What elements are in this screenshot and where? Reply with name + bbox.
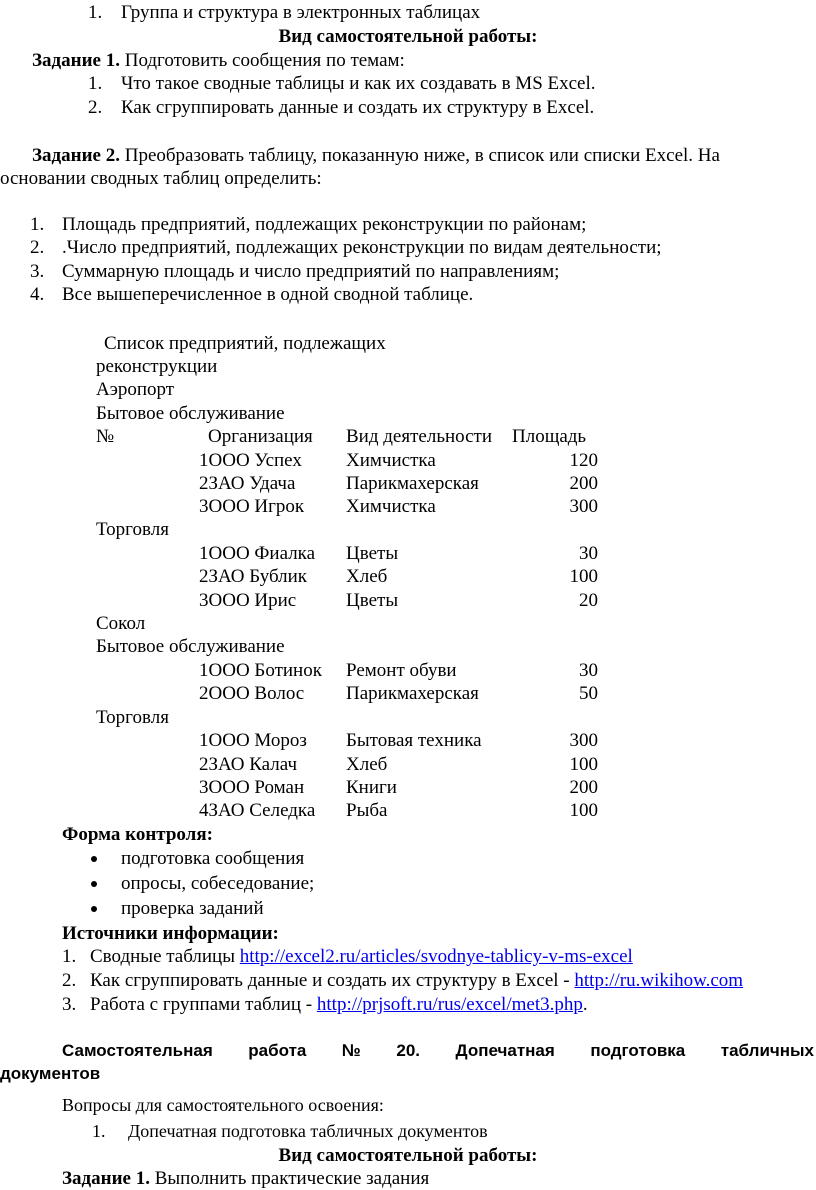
row-org: ООО Ботинок	[208, 660, 322, 681]
list-number: 1.	[92, 1121, 106, 1141]
row-activity: Ремонт обуви	[346, 660, 457, 681]
row-activity: Хлеб	[346, 566, 388, 587]
row-num: 2	[199, 473, 209, 494]
title-word: табличных	[720, 1041, 814, 1060]
task2-text-continued: основании сводных таблиц определить:	[0, 168, 322, 189]
task-text: Выполнить практические задания	[149, 1168, 430, 1189]
row-num: 1	[199, 660, 209, 681]
title-word: подготовка	[590, 1041, 686, 1060]
bullet-item: опросы, собеседование;	[121, 873, 315, 894]
row-num: 2	[199, 754, 209, 775]
row-activity: Книги	[346, 777, 397, 798]
row-area: 300	[569, 730, 598, 751]
list-number: 2.	[62, 970, 77, 991]
row-num: 2	[199, 683, 209, 704]
table-row	[199, 473, 295, 495]
list-item-text: Все вышеперечисленное в одной сводной таблице.	[62, 284, 474, 305]
row-num: 3	[199, 777, 209, 798]
row-area: 30	[579, 660, 598, 681]
task2-text: Преобразовать таблицу, показанную ниже, в список или списки Excel. На	[119, 145, 720, 166]
sources-heading: Источники информации:	[62, 923, 279, 944]
title-word: Самостоятельная	[62, 1041, 213, 1060]
list-number: 4.	[30, 284, 45, 305]
group-name: Бытовое обслуживание	[96, 636, 285, 657]
title-word: Допечатная	[455, 1041, 555, 1060]
table-row	[199, 496, 304, 518]
row-activity: Химчистка	[346, 450, 436, 471]
row-num: 1	[199, 543, 209, 564]
list-number: 3.	[30, 261, 45, 282]
table-row	[199, 683, 304, 705]
control-heading: Форма контроля:	[62, 824, 213, 845]
task1-label: Задание 1.	[32, 50, 120, 71]
task1-text: Подготовить сообщения по темам:	[119, 50, 405, 71]
work20-title-continued: документов	[0, 1064, 101, 1083]
list-item-text: Что такое сводные таблицы и как их создавать в MS Excel.	[121, 73, 596, 94]
row-num: 1	[199, 450, 209, 471]
row-area: 200	[569, 777, 598, 798]
list-item-text: Площадь предприятий, подлежащих реконструкции по районам;	[62, 214, 587, 235]
table-row	[199, 566, 307, 588]
row-area: 300	[569, 496, 598, 517]
source-text: Как сгруппировать данные и создать их структуру в Excel -	[90, 970, 575, 991]
table-row	[199, 543, 315, 565]
source-after: .	[582, 994, 588, 1015]
row-activity: Бытовая техника	[346, 730, 482, 751]
row-area: 50	[579, 683, 598, 704]
row-activity: Рыба	[346, 800, 388, 821]
row-activity: Цветы	[346, 590, 399, 611]
group-name: Бытовое обслуживание	[96, 403, 285, 424]
bullet-item: проверка заданий	[121, 898, 264, 919]
row-num: 3	[199, 496, 209, 517]
bullet-icon	[91, 856, 97, 862]
list-number: 3.	[62, 994, 77, 1015]
row-area: 100	[569, 754, 598, 775]
title-word: 20.	[396, 1041, 420, 1060]
task2-label: Задание 2.	[32, 145, 120, 166]
row-activity: Хлеб	[346, 754, 388, 775]
task1-paragraph	[32, 50, 405, 72]
row-area: 100	[569, 800, 598, 821]
table-title-continued: реконструкции	[96, 356, 218, 377]
row-org: ООО Фиалка	[208, 543, 316, 564]
row-activity: Цветы	[346, 543, 399, 564]
table-row	[199, 660, 322, 682]
table-row	[199, 777, 304, 799]
title-word: №	[341, 1041, 361, 1060]
bullet-icon	[91, 881, 97, 887]
questions-label: Вопросы для самостоятельного освоения:	[62, 1095, 384, 1115]
source-link[interactable]: http://prjsoft.ru/rus/excel/met3.php	[316, 994, 583, 1015]
row-org: ЗАО Удача	[208, 473, 296, 494]
source-link[interactable]: http://excel2.ru/articles/svodnye-tablicy-v-ms-excel	[239, 946, 633, 967]
row-org: ООО Волос	[208, 683, 305, 704]
list-item-text: .Число предприятий, подлежащих реконструкции по видам деятельности;	[62, 237, 662, 258]
task-label: Задание 1.	[62, 1168, 150, 1189]
row-org: ООО Ирис	[208, 590, 297, 611]
row-activity: Парикмахерская	[346, 473, 479, 494]
header-num: №	[96, 426, 115, 447]
header-area: Площадь	[512, 426, 587, 447]
section-heading: Вид самостоятельной работы:	[278, 26, 538, 47]
source-item	[90, 994, 588, 1016]
bullet-item: подготовка сообщения	[121, 848, 305, 869]
row-area: 200	[569, 473, 598, 494]
row-area: 100	[569, 566, 598, 587]
task2-paragraph	[32, 145, 720, 167]
title-word: работа	[248, 1041, 307, 1060]
header-activity: Вид деятельности	[346, 426, 493, 447]
row-area: 20	[579, 590, 598, 611]
list-item-text: Суммарную площадь и число предприятий по направлениям;	[62, 261, 560, 282]
list-number: 2.	[88, 97, 103, 118]
source-item	[90, 970, 743, 992]
group-name: Торговля	[96, 707, 169, 728]
row-area: 120	[569, 450, 598, 471]
table-title: Список предприятий, подлежащих	[104, 333, 386, 354]
list-item-text: Как сгруппировать данные и создать их структуру в Excel.	[121, 97, 595, 118]
work20-title	[62, 1040, 814, 1062]
group-name: Торговля	[96, 519, 169, 540]
row-num: 4	[199, 800, 209, 821]
table-row	[199, 800, 315, 822]
row-org: ЗАО Селедка	[208, 800, 316, 821]
row-area: 30	[579, 543, 598, 564]
row-org: ЗАО Бублик	[208, 566, 308, 587]
source-link[interactable]: http://ru.wikihow.com	[574, 970, 744, 991]
list-number: 2.	[30, 237, 45, 258]
header-org: Организация	[208, 426, 313, 447]
row-org: ООО Роман	[208, 777, 305, 798]
list-number: 1.	[88, 2, 103, 23]
section-heading: Вид самостоятельной работы:	[278, 1145, 538, 1166]
row-num: 3	[199, 590, 209, 611]
source-text: Работа с группами таблиц -	[90, 994, 317, 1015]
table-row	[199, 730, 307, 752]
district-name: Аэропорт	[96, 379, 175, 400]
row-num: 1	[199, 730, 209, 751]
row-org: ООО Мороз	[208, 730, 307, 751]
table-row	[199, 450, 302, 472]
list-number: 1.	[30, 214, 45, 235]
row-org: ООО Игрок	[208, 496, 305, 517]
row-activity: Парикмахерская	[346, 683, 479, 704]
row-org: ЗАО Калач	[208, 754, 297, 775]
table-row	[199, 590, 296, 612]
list-number: 1.	[88, 73, 103, 94]
row-num: 2	[199, 566, 209, 587]
list-item-text: Группа и структура в электронных таблицах	[121, 2, 481, 23]
work20-task-paragraph	[62, 1168, 429, 1190]
district-name: Сокол	[96, 613, 146, 634]
source-text: Сводные таблицы	[90, 946, 240, 967]
table-row	[199, 754, 297, 776]
list-item-text: Допечатная подготовка табличных документов	[128, 1121, 488, 1141]
row-activity: Химчистка	[346, 496, 436, 517]
row-org: ООО Успех	[208, 450, 302, 471]
source-item	[90, 946, 633, 968]
bullet-icon	[91, 906, 97, 912]
list-number: 1.	[62, 946, 77, 967]
